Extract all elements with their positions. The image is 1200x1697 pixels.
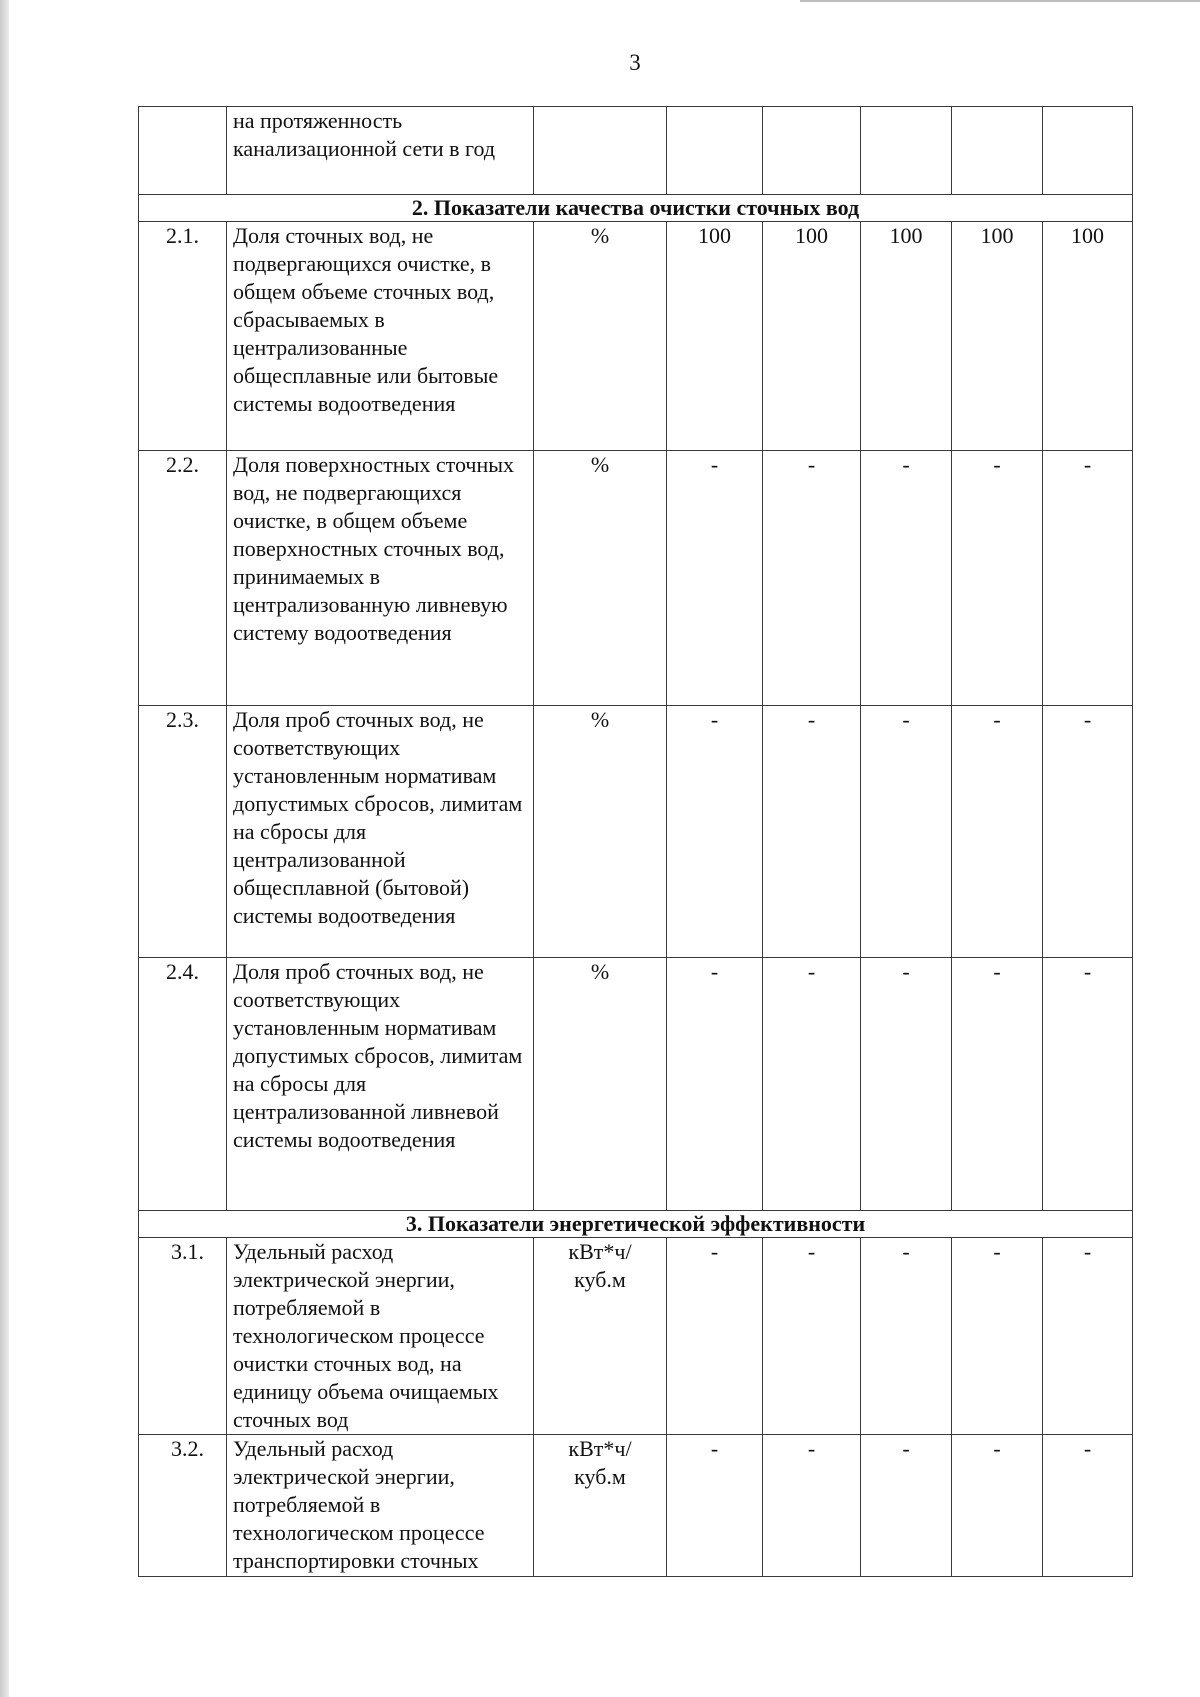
table-row [139,958,1133,1211]
row-description: Доля проб сточных вод, не соответствующих установленным нормативам допустимых сбросов, лимитам на сбросы для централизованной ливневой системы водоотведения [227,958,534,1211]
scan-edge-shadow [0,0,9,1697]
value-cell: - [861,451,952,706]
value-cell: 100 [1043,222,1133,451]
value-cell: - [952,1435,1043,1577]
value-cell: - [763,706,861,958]
value-cell: - [952,451,1043,706]
page-number: 3 [629,50,641,75]
section-header-row [139,1211,1133,1238]
value-cell: - [861,958,952,1211]
value-cell: - [763,1435,861,1577]
value-cell: 100 [861,222,952,451]
table-row [139,1238,1133,1435]
value-cell: - [1043,1435,1133,1577]
value-cell: - [667,1238,763,1435]
continuation-row [139,107,1133,195]
value-cell: 100 [763,222,861,451]
row-unit: кВт*ч/ куб.м [534,1435,667,1577]
scan-top-rule [800,0,1200,2]
value-cell: 100 [667,222,763,451]
row-number: 2.4. [139,958,227,1211]
value-cell: - [952,706,1043,958]
value-cell: - [1043,451,1133,706]
row-description: Удельный расход электрической энергии, потребляемой в технологическом процессе транспортировки сточных [227,1435,534,1577]
value-cell: - [1043,1238,1133,1435]
value-cell [952,107,1043,195]
value-cell: - [861,1435,952,1577]
value-cell: 100 [952,222,1043,451]
row-unit: % [534,451,667,706]
row-description: Удельный расход электрической энергии, потребляемой в технологическом процессе очистки сточных вод, на единицу объема очищаемых сточных вод [227,1238,534,1435]
section-title: 2. Показатели качества очистки сточных вод [139,195,1133,222]
row-number: 2.1. [139,222,227,451]
table-row [139,706,1133,958]
value-cell: - [952,958,1043,1211]
row-number: 3.2. [139,1435,227,1577]
table-row [139,1435,1133,1577]
value-cell [861,107,952,195]
row-number: 3.1. [139,1238,227,1435]
row-description: Доля поверхностных сточных вод, не подвергающихся очистке, в общем объеме поверхностных сточных вод, принимаемых в централизованную ливневую систему водоотведения [227,451,534,706]
value-cell: - [667,451,763,706]
indicators-table [138,106,1133,1577]
section-title: 3. Показатели энергетической эффективности [139,1211,1133,1238]
value-cell [667,107,763,195]
value-cell: - [667,706,763,958]
value-cell: - [763,1238,861,1435]
value-cell: - [861,706,952,958]
value-cell: - [763,451,861,706]
row-unit [534,107,667,195]
value-cell: - [667,1435,763,1577]
value-cell [763,107,861,195]
row-description: Доля сточных вод, не подвергающихся очистке, в общем объеме сточных вод, сбрасываемых в централизованные общесплавные или бытовые системы водоотведения [227,222,534,451]
row-unit: % [534,222,667,451]
table-row [139,451,1133,706]
row-unit: % [534,706,667,958]
value-cell: - [952,1238,1043,1435]
value-cell: - [1043,706,1133,958]
row-number: 2.3. [139,706,227,958]
value-cell: - [1043,958,1133,1211]
section-header-row [139,195,1133,222]
row-unit: кВт*ч/ куб.м [534,1238,667,1435]
value-cell: - [667,958,763,1211]
value-cell [1043,107,1133,195]
row-description: Доля проб сточных вод, не соответствующих установленным нормативам допустимых сбросов, лимитам на сбросы для централизованной общесплавной (бытовой) системы водоотведения [227,706,534,958]
value-cell: - [861,1238,952,1435]
table-row [139,222,1133,451]
row-number [139,107,227,195]
row-number: 2.2. [139,451,227,706]
row-description: на протяженность канализационной сети в год [227,107,534,195]
row-unit: % [534,958,667,1211]
value-cell: - [763,958,861,1211]
